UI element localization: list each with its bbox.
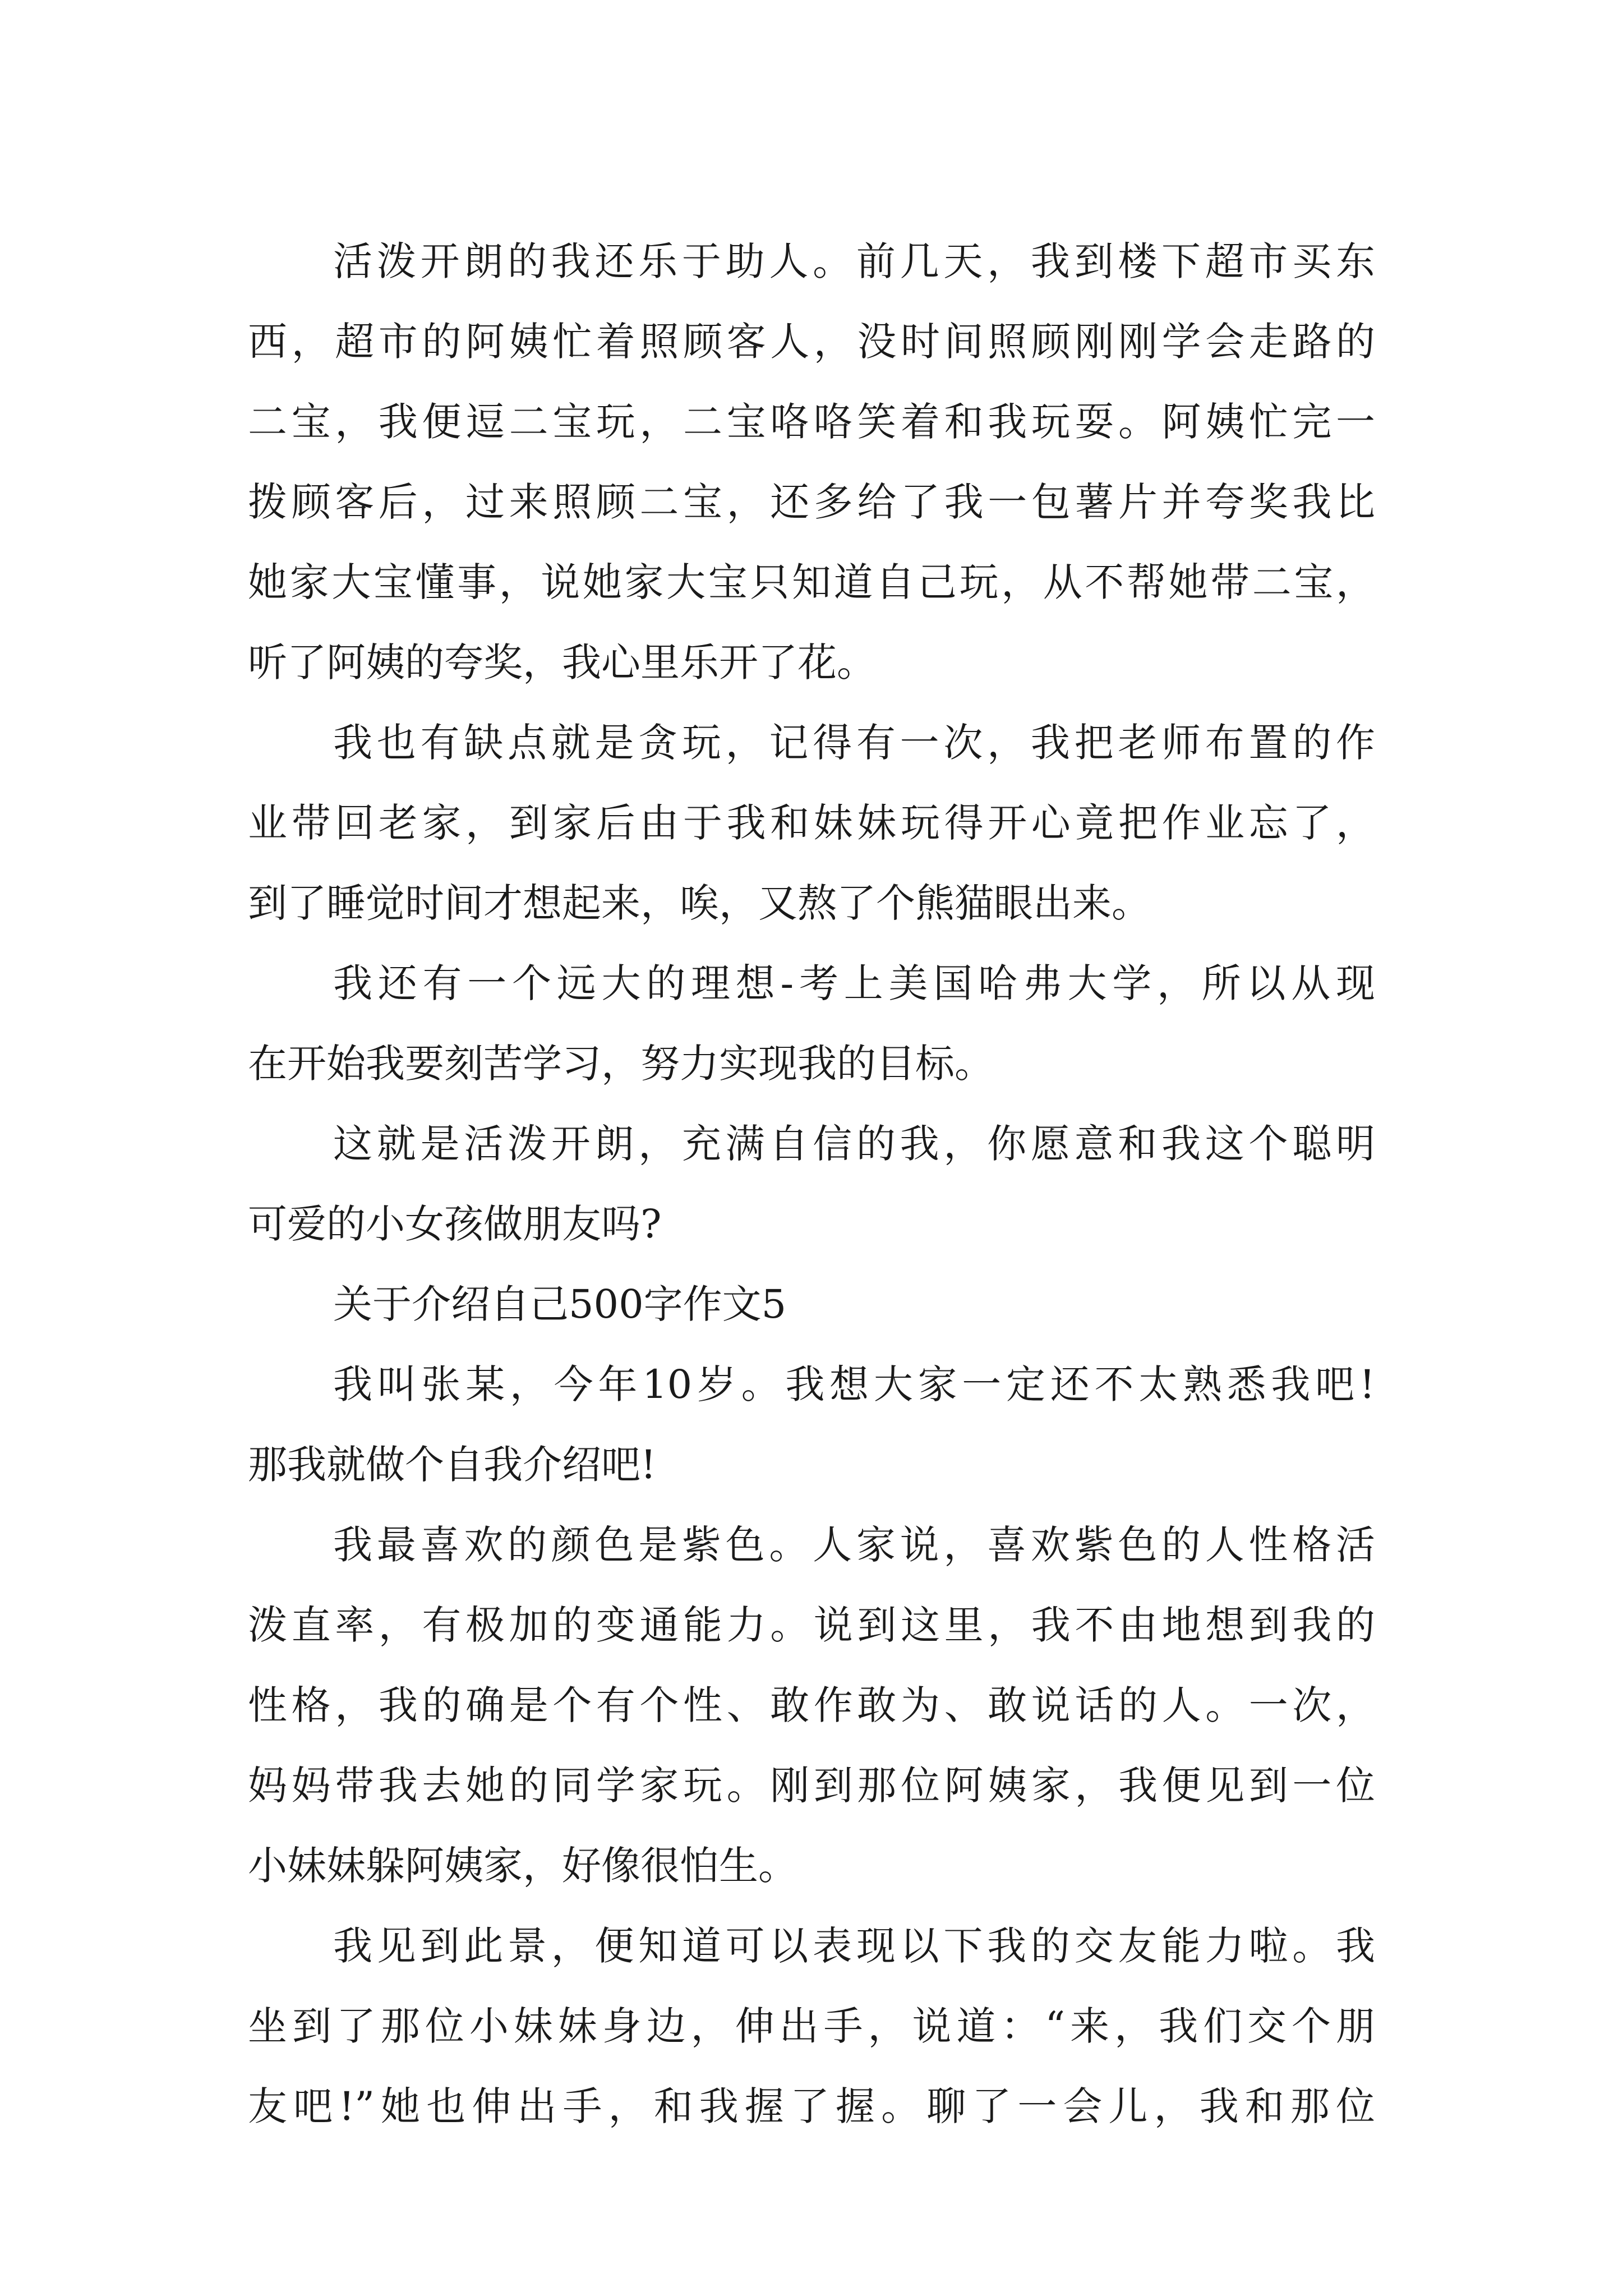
- text-line: 她家大宝懂事，说她家大宝只知道自己玩，从不帮她带二宝，: [248, 559, 1375, 605]
- essay-body: [248, 222, 1375, 2147]
- text-line: 我最喜欢的颜色是紫色。人家说，喜欢紫色的人性格活: [333, 1522, 1375, 1568]
- text-line: 我还有一个远大的理想-考上美国哈弗大学，所以从现: [333, 960, 1375, 1006]
- text-line: 在开始我要刻苦学习，努力实现我的目标。: [248, 1041, 994, 1087]
- text-line: 听了阿姨的夸奖，我心里乐开了花。: [248, 639, 876, 685]
- text-line: 我叫张某，今年10岁。我想大家一定还不太熟悉我吧!: [333, 1361, 1375, 1407]
- text-line: 小妹妹躲阿姨家，好像很怕生。: [248, 1843, 797, 1889]
- text-line: 可爱的小女孩做朋友吗?: [248, 1201, 662, 1247]
- text-line: 业带回老家，到家后由于我和妹妹玩得开心竟把作业忘了，: [248, 800, 1375, 846]
- text-line: 那我就做个自我介绍吧!: [248, 1442, 657, 1488]
- text-line: 拨顾客后，过来照顾二宝，还多给了我一包薯片并夸奖我比: [248, 479, 1375, 525]
- text-line: 西，超市的阿姨忙着照顾客人，没时间照顾刚刚学会走路的: [248, 319, 1375, 365]
- text-line: 我见到此景，便知道可以表现以下我的交友能力啦。我: [333, 1923, 1375, 1969]
- section-heading: 关于介绍自己500字作文5: [333, 1281, 787, 1327]
- text-line: 坐到了那位小妹妹身边，伸出手，说道：“来，我们交个朋: [248, 2003, 1375, 2049]
- text-line: 性格，我的确是个有个性、敢作敢为、敢说话的人。一次，: [248, 1682, 1375, 1728]
- text-line: 我也有缺点就是贪玩，记得有一次，我把老师布置的作: [333, 720, 1375, 766]
- text-line: 这就是活泼开朗，充满自信的我，你愿意和我这个聪明: [333, 1121, 1375, 1167]
- text-line: 到了睡觉时间才想起来，唉，又熬了个熊猫眼出来。: [248, 880, 1151, 926]
- text-line: 妈妈带我去她的同学家玩。刚到那位阿姨家，我便见到一位: [248, 1763, 1375, 1809]
- text-line: 友吧!”她也伸出手，和我握了握。聊了一会儿，我和那位: [248, 2083, 1375, 2129]
- text-line: 二宝，我便逗二宝玩，二宝咯咯笑着和我玩耍。阿姨忙完一: [248, 399, 1375, 445]
- text-line: 泼直率，有极加的变通能力。说到这里，我不由地想到我的: [248, 1602, 1375, 1648]
- text-line: 活泼开朗的我还乐于助人。前几天，我到楼下超市买东: [333, 238, 1375, 284]
